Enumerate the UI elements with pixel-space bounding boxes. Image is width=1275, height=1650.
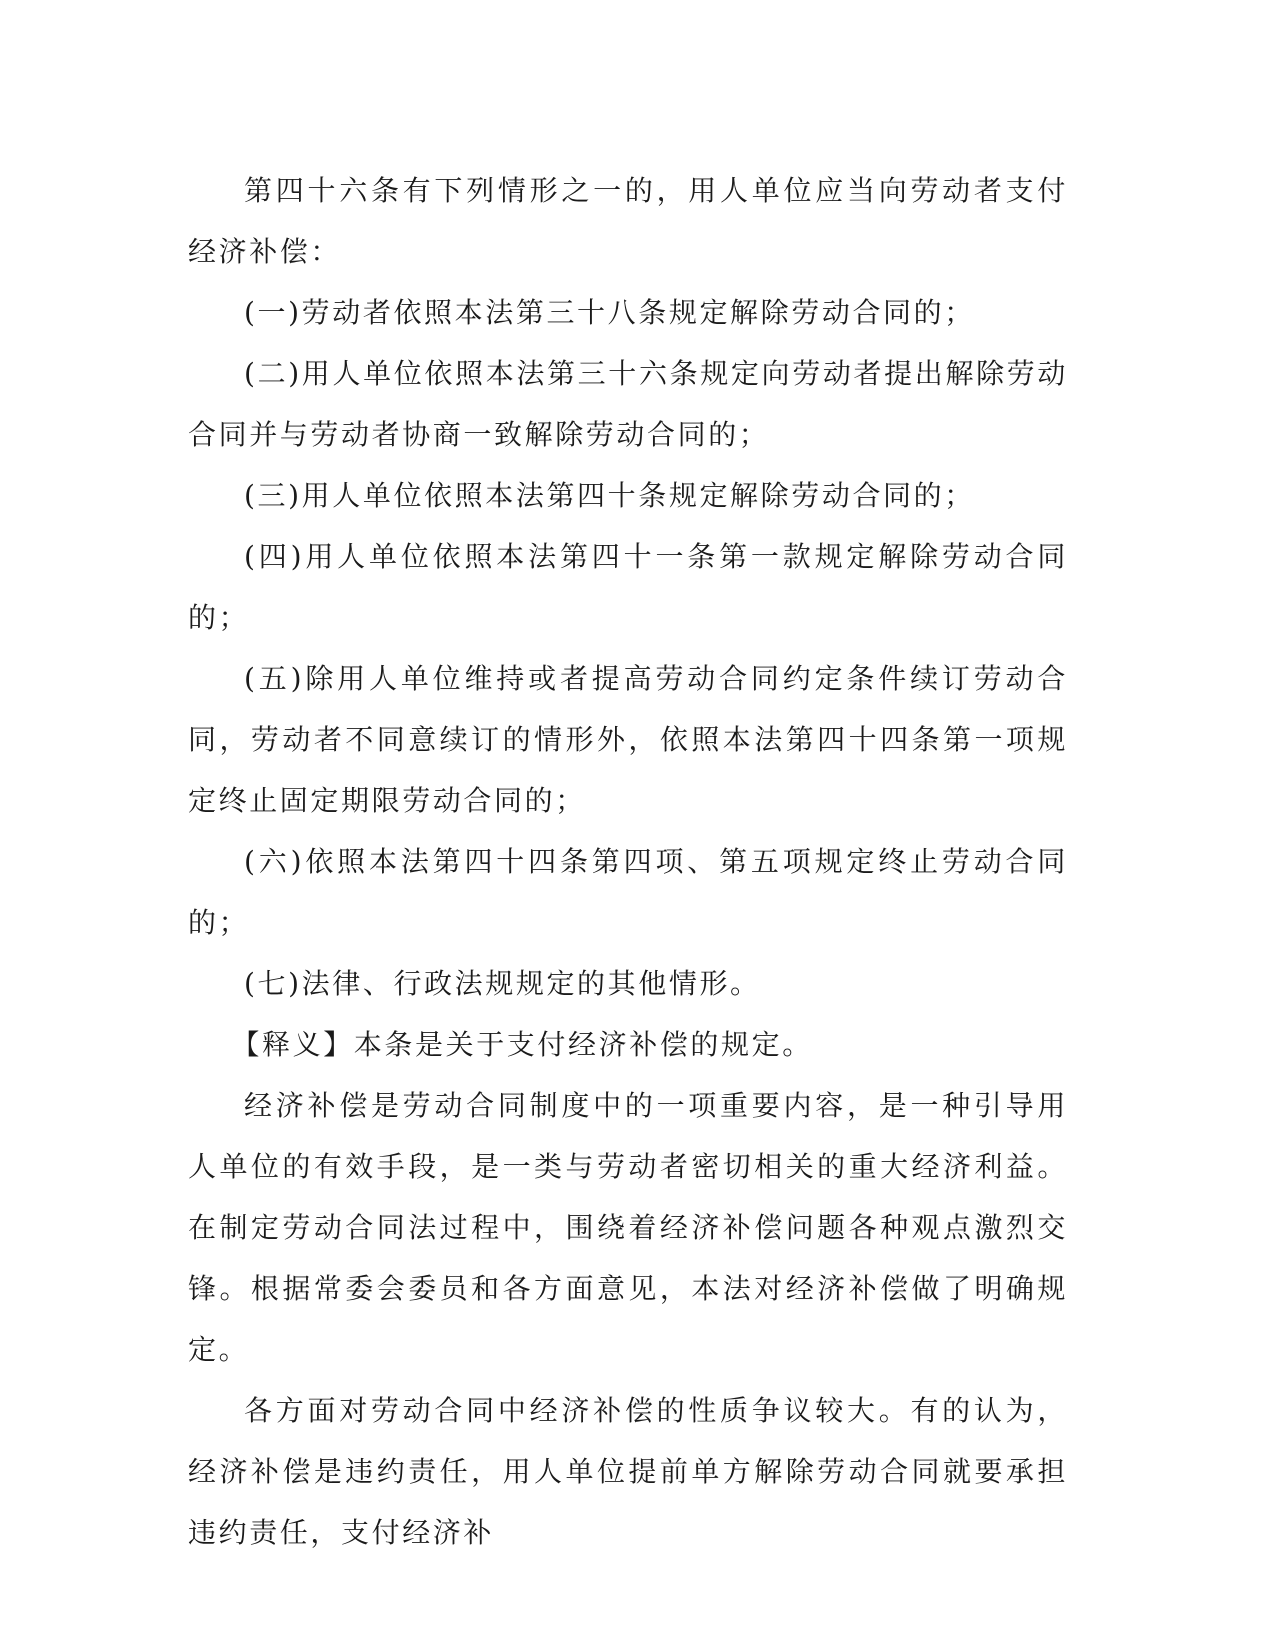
- document-body: [188, 160, 1068, 1563]
- paragraph-body-1: 经济补偿是劳动合同制度中的一项重要内容，是一种引导用人单位的有效手段，是一类与劳动者密切相关的重大经济利益。在制定劳动合同法过程中，围绕着经济补偿问题各种观点激烈交锋。根据常委会委员和各方面意见，本法对经济补偿做了明确规定。: [188, 1089, 1068, 1366]
- paragraph-interpretation: 【释义】本条是关于支付经济补偿的规定。: [231, 1028, 813, 1061]
- paragraph-item-1: (一)劳动者依照本法第三十八条规定解除劳动合同的；: [244, 296, 975, 329]
- paragraph-item-7: (七)法律、行政法规规定的其他情形。: [244, 967, 761, 1000]
- paragraph-item-5: (五)除用人单位维持或者提高劳动合同约定条件续订劳动合同，劳动者不同意续订的情形外，依照本法第四十四条第一项规定终止固定期限劳动合同的；: [188, 662, 1068, 817]
- paragraph-item-3: (三)用人单位依照本法第四十条规定解除劳动合同的；: [244, 479, 975, 512]
- paragraph-article-46: 第四十六条有下列情形之一的，用人单位应当向劳动者支付经济补偿：: [188, 174, 1068, 268]
- paragraph-body-2: 各方面对劳动合同中经济补偿的性质争议较大。有的认为，经济补偿是违约责任，用人单位提前单方解除劳动合同就要承担违约责任，支付经济补: [188, 1394, 1068, 1549]
- paragraph-item-6: (六)依照本法第四十四条第四项、第五项规定终止劳动合同的；: [188, 845, 1068, 939]
- paragraph-item-4: (四)用人单位依照本法第四十一条第一款规定解除劳动合同的；: [188, 540, 1068, 634]
- paragraph-item-2: (二)用人单位依照本法第三十六条规定向劳动者提出解除劳动合同并与劳动者协商一致解除劳动合同的；: [188, 357, 1068, 451]
